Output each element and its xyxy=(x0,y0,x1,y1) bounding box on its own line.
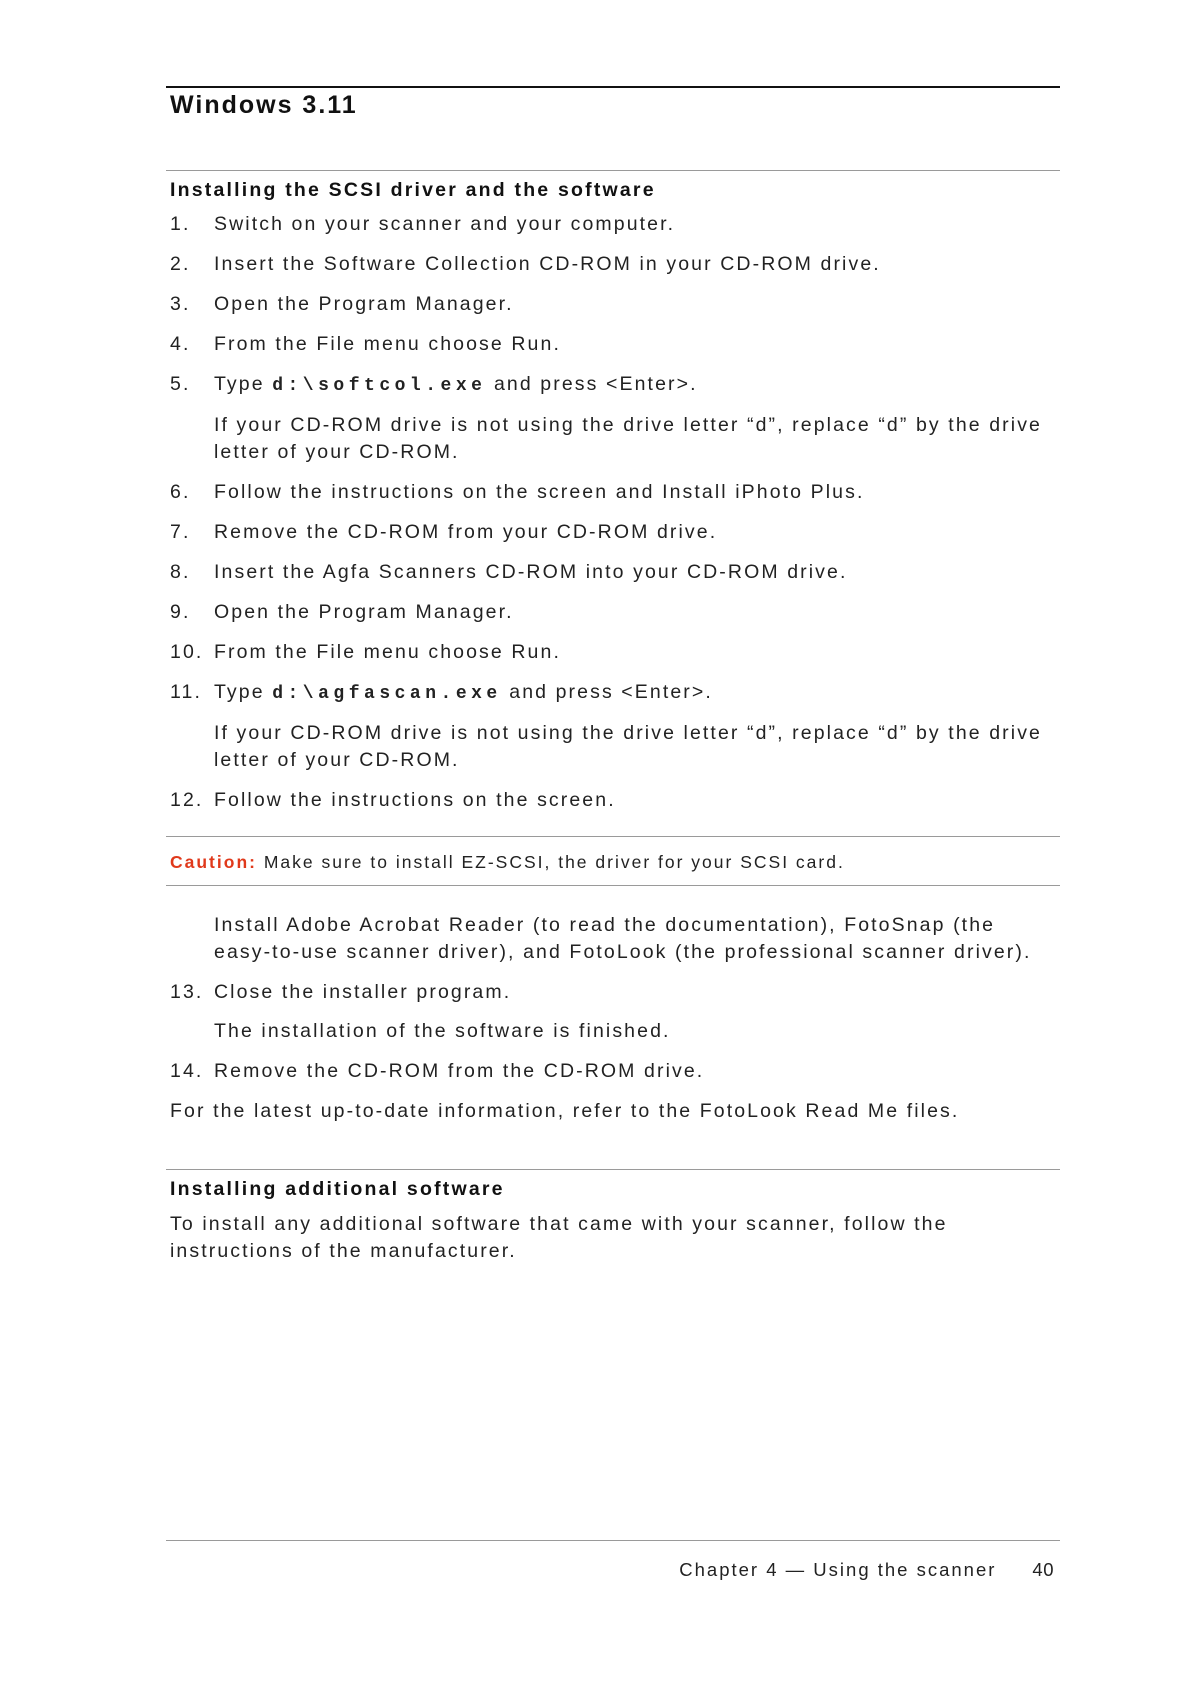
list-item xyxy=(166,787,1060,814)
list-item xyxy=(166,679,1060,708)
list-item xyxy=(166,979,1060,1006)
document-page xyxy=(166,86,1060,1265)
section-heading: Installing additional software xyxy=(170,1178,505,1200)
step-number: 11. xyxy=(170,681,202,703)
list-item xyxy=(166,371,1060,400)
step-number: 14. xyxy=(170,1060,204,1082)
step-number: 5. xyxy=(170,373,191,395)
step-suffix: and press <Enter>. xyxy=(501,681,713,703)
step-number: 13. xyxy=(170,981,204,1003)
step-prefix: Type xyxy=(214,373,273,395)
step-text: Remove the CD-ROM from your CD-ROM drive. xyxy=(214,521,718,543)
caution-text: Make sure to install EZ-SCSI, the driver for your SCSI card. xyxy=(256,852,845,872)
page-footer xyxy=(166,1540,1060,1581)
step-number: 7. xyxy=(170,521,191,543)
step-number: 3. xyxy=(170,293,191,315)
section-heading: Installing the SCSI driver and the software xyxy=(170,179,656,201)
list-item xyxy=(166,479,1060,506)
list-item xyxy=(166,291,1060,318)
list-item xyxy=(166,251,1060,278)
installation-finished-note: The installation of the software is finished. xyxy=(214,1020,671,1042)
step-number: 10. xyxy=(170,641,204,663)
step-text: Close the installer program. xyxy=(214,981,512,1003)
step-number: 9. xyxy=(170,601,191,623)
section-additional-software xyxy=(166,1169,1060,1265)
list-item xyxy=(166,639,1060,666)
command-code: d:\agfascan.exe xyxy=(272,684,502,704)
list-item xyxy=(166,331,1060,358)
install-extras-para: Install Adobe Acrobat Reader (to read the documentation), FotoSnap (the easy-to-use scanner driver), and FotoLook (the professional scanner driver). xyxy=(214,914,1032,963)
step-text: Open the Program Manager. xyxy=(214,293,514,315)
step-suffix: and press <Enter>. xyxy=(486,373,698,395)
step-text: Insert the Software Collection CD-ROM in your CD-ROM drive. xyxy=(214,253,881,275)
step-text xyxy=(214,679,1060,708)
caution-label: Caution: xyxy=(170,852,257,872)
step-number: 1. xyxy=(170,213,191,235)
step-number: 2. xyxy=(170,253,191,275)
step-text: Switch on your scanner and your computer. xyxy=(214,213,676,235)
list-item xyxy=(166,559,1060,586)
steps-list xyxy=(166,211,1060,814)
step-prefix: Type xyxy=(214,681,273,703)
section-scsi-install xyxy=(166,170,1060,1125)
footer-row xyxy=(166,1541,1060,1581)
post-caution-steps xyxy=(166,912,1060,1125)
drive-letter-note: If your CD-ROM drive is not using the drive letter “d”, replace “d” by the drive letter of your CD-ROM. xyxy=(214,414,1042,463)
list-item xyxy=(166,599,1060,626)
step-number: 4. xyxy=(170,333,191,355)
read-me-note: For the latest up-to-date information, refer to the FotoLook Read Me files. xyxy=(170,1100,960,1122)
drive-letter-note: If your CD-ROM drive is not using the drive letter “d”, replace “d” by the drive letter of your CD-ROM. xyxy=(214,722,1042,771)
step-number: 12. xyxy=(170,789,204,811)
step-text: From the File menu choose Run. xyxy=(214,333,561,355)
page-title: Windows 3.11 xyxy=(170,91,358,119)
step-text: Follow the instructions on the screen. xyxy=(214,789,616,811)
footer-chapter: Chapter 4 — Using the scanner xyxy=(679,1559,997,1580)
step-text: Insert the Agfa Scanners CD-ROM into your CD-ROM drive. xyxy=(214,561,848,583)
page-number: 40 xyxy=(1032,1559,1054,1580)
step-text: From the File menu choose Run. xyxy=(214,641,561,663)
command-code: d:\softcol.exe xyxy=(272,376,487,396)
step-text: Open the Program Manager. xyxy=(214,601,514,623)
list-item xyxy=(166,1058,1060,1085)
list-item xyxy=(166,519,1060,546)
list-item xyxy=(166,211,1060,238)
additional-software-body: To install any additional software that came with your scanner, follow the instructions of the manufacturer. xyxy=(170,1213,948,1262)
step-number: 6. xyxy=(170,481,191,503)
step-text xyxy=(214,371,1060,400)
caution-box xyxy=(166,836,1060,886)
step-number: 8. xyxy=(170,561,191,583)
step-text: Follow the instructions on the screen and Install iPhoto Plus. xyxy=(214,481,865,503)
step-text: Remove the CD-ROM from the CD-ROM drive. xyxy=(214,1060,705,1082)
